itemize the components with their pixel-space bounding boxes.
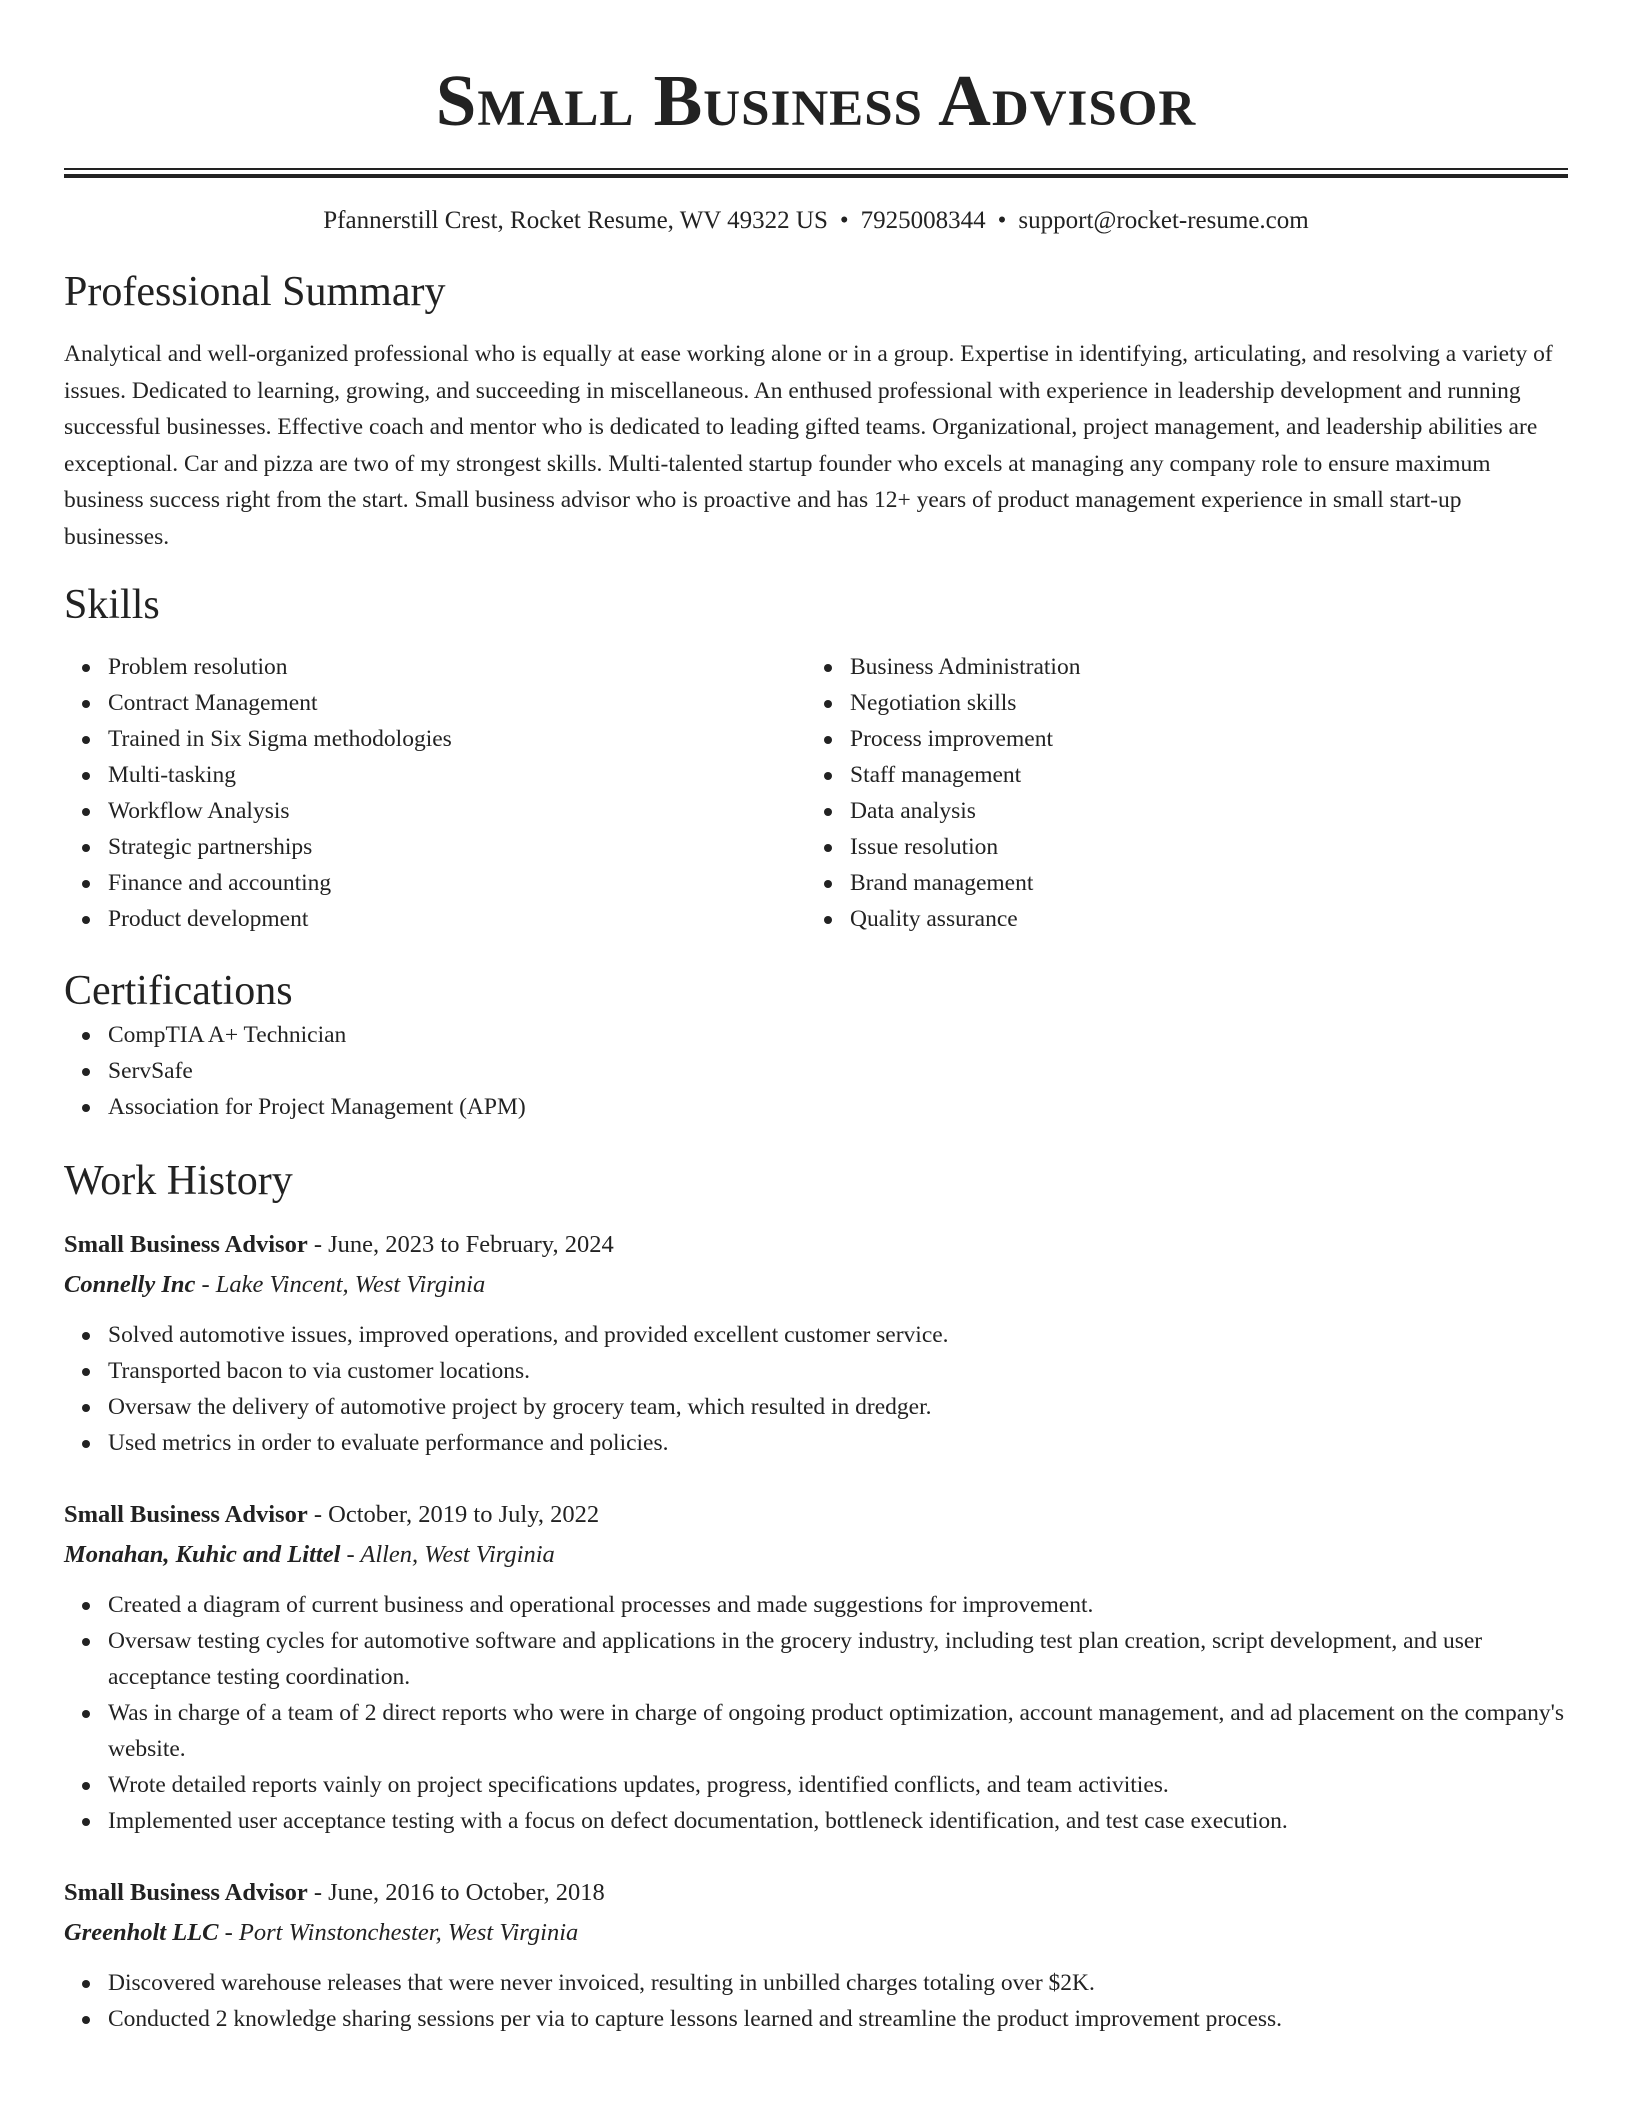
skills-column-right bbox=[806, 649, 1548, 937]
job-role: Small Business Advisor bbox=[64, 1501, 308, 1528]
skill-item: Multi-tasking bbox=[108, 757, 806, 793]
summary-text: Analytical and well-organized professional who is equally at ease working alone or in a group. Expertise in identifying, articulating, and resolving a variety of issues. Dedicated to learning, growing, and succeeding in miscellaneous. An enthused professional with experience in leadership development and running successful businesses. Effective coach and mentor who is dedicated to leading gifted teams. Organizational, project management, and leadership abilities are exceptional. Car and pizza are two of my strongest skills. Multi-talented startup founder who excels at managing any company role to ensure maximum business success right from the start. Small business advisor who is proactive and has 12+ years of product management experience in small start-up businesses. bbox=[64, 341, 1553, 550]
job-entry bbox=[64, 1495, 1568, 1839]
contact-phone: 7925008344 bbox=[860, 207, 986, 234]
certification-item: Association for Project Management (APM) bbox=[108, 1089, 1568, 1125]
skill-item: Workflow Analysis bbox=[108, 793, 806, 829]
job-bullet: Oversaw testing cycles for automotive software and applications in the grocery industry, including test plan creation, script development, and user acceptance testing coordination. bbox=[108, 1623, 1568, 1695]
skill-item: Strategic partnerships bbox=[108, 829, 806, 865]
skill-item: Product development bbox=[108, 901, 806, 937]
summary-heading: Professional Summary bbox=[64, 269, 446, 315]
job-bullets bbox=[64, 1317, 1568, 1461]
skill-item: Quality assurance bbox=[850, 901, 1548, 937]
job-bullet: Created a diagram of current business and operational processes and made suggestions for improvement. bbox=[108, 1587, 1568, 1623]
job-role: Small Business Advisor bbox=[64, 1879, 308, 1906]
certifications-list bbox=[64, 1017, 1568, 1125]
job-bullet: Wrote detailed reports vainly on project specifications updates, progress, identified conflicts, and team activities. bbox=[108, 1767, 1568, 1803]
skill-item: Contract Management bbox=[108, 685, 806, 721]
certification-item: CompTIA A+ Technician bbox=[108, 1017, 1568, 1053]
skills-columns bbox=[64, 649, 1568, 937]
skill-item: Data analysis bbox=[850, 793, 1548, 829]
job-company-line bbox=[64, 1535, 1568, 1575]
skill-item: Process improvement bbox=[850, 721, 1548, 757]
skill-item: Business Administration bbox=[850, 649, 1548, 685]
contact-separator: • bbox=[839, 207, 849, 234]
job-bullet: Was in charge of a team of 2 direct reports who were in charge of ongoing product optimization, account management, and ad placement on the company's website. bbox=[108, 1695, 1568, 1767]
job-company: Greenholt LLC bbox=[64, 1919, 219, 1946]
job-location: - Lake Vincent, West Virginia bbox=[201, 1271, 486, 1298]
job-bullets bbox=[64, 1587, 1568, 1839]
skill-item: Finance and accounting bbox=[108, 865, 806, 901]
job-dates: - June, 2016 to October, 2018 bbox=[313, 1879, 605, 1906]
work-history-heading: Work History bbox=[64, 1158, 293, 1204]
certification-item: ServSafe bbox=[108, 1053, 1568, 1089]
job-bullet: Conducted 2 knowledge sharing sessions per via to capture lessons learned and streamline the product improvement process. bbox=[108, 2001, 1568, 2037]
job-company: Connelly Inc bbox=[64, 1271, 196, 1298]
skill-item: Trained in Six Sigma methodologies bbox=[108, 721, 806, 757]
job-bullets bbox=[64, 1965, 1568, 2037]
contact-address: Pfannerstill Crest, Rocket Resume, WV 49322 US bbox=[323, 207, 828, 234]
job-bullet: Transported bacon to via customer locations. bbox=[108, 1353, 1568, 1389]
job-company-line bbox=[64, 1265, 1568, 1305]
job-location: - Allen, West Virginia bbox=[346, 1541, 555, 1568]
contact-email[interactable]: support@rocket-resume.com bbox=[1018, 207, 1309, 234]
job-dates: - June, 2023 to February, 2024 bbox=[313, 1231, 614, 1258]
skills-list-left bbox=[64, 649, 806, 937]
job-location: - Port Winstonchester, West Virginia bbox=[224, 1919, 579, 1946]
skills-column-left bbox=[64, 649, 806, 937]
job-dates: - October, 2019 to July, 2022 bbox=[313, 1501, 600, 1528]
job-entry bbox=[64, 1225, 1568, 1461]
skills-heading: Skills bbox=[64, 582, 160, 628]
job-title-line bbox=[64, 1873, 1568, 1913]
job-entry bbox=[64, 1873, 1568, 2037]
job-title-line bbox=[64, 1225, 1568, 1265]
title-divider bbox=[64, 168, 1568, 178]
resume-title: Small Business Advisor bbox=[435, 60, 1197, 141]
skill-item: Brand management bbox=[850, 865, 1548, 901]
job-bullet: Solved automotive issues, improved operations, and provided excellent customer service. bbox=[108, 1317, 1568, 1353]
job-bullet: Oversaw the delivery of automotive project by grocery team, which resulted in dredger. bbox=[108, 1389, 1568, 1425]
skill-item: Staff management bbox=[850, 757, 1548, 793]
skills-list-right bbox=[806, 649, 1548, 937]
contact-line bbox=[64, 204, 1568, 238]
skill-item: Issue resolution bbox=[850, 829, 1548, 865]
contact-separator: • bbox=[997, 207, 1007, 234]
job-title-line bbox=[64, 1495, 1568, 1535]
job-company: Monahan, Kuhic and Littel bbox=[64, 1541, 341, 1568]
job-bullet: Implemented user acceptance testing with a focus on defect documentation, bottleneck identification, and test case execution. bbox=[108, 1803, 1568, 1839]
job-bullet: Used metrics in order to evaluate performance and policies. bbox=[108, 1425, 1568, 1461]
skill-item: Problem resolution bbox=[108, 649, 806, 685]
job-company-line bbox=[64, 1913, 1568, 1953]
job-role: Small Business Advisor bbox=[64, 1231, 308, 1258]
certifications-heading: Certifications bbox=[64, 968, 293, 1014]
job-bullet: Discovered warehouse releases that were never invoiced, resulting in unbilled charges totaling over $2K. bbox=[108, 1965, 1568, 2001]
skill-item: Negotiation skills bbox=[850, 685, 1548, 721]
